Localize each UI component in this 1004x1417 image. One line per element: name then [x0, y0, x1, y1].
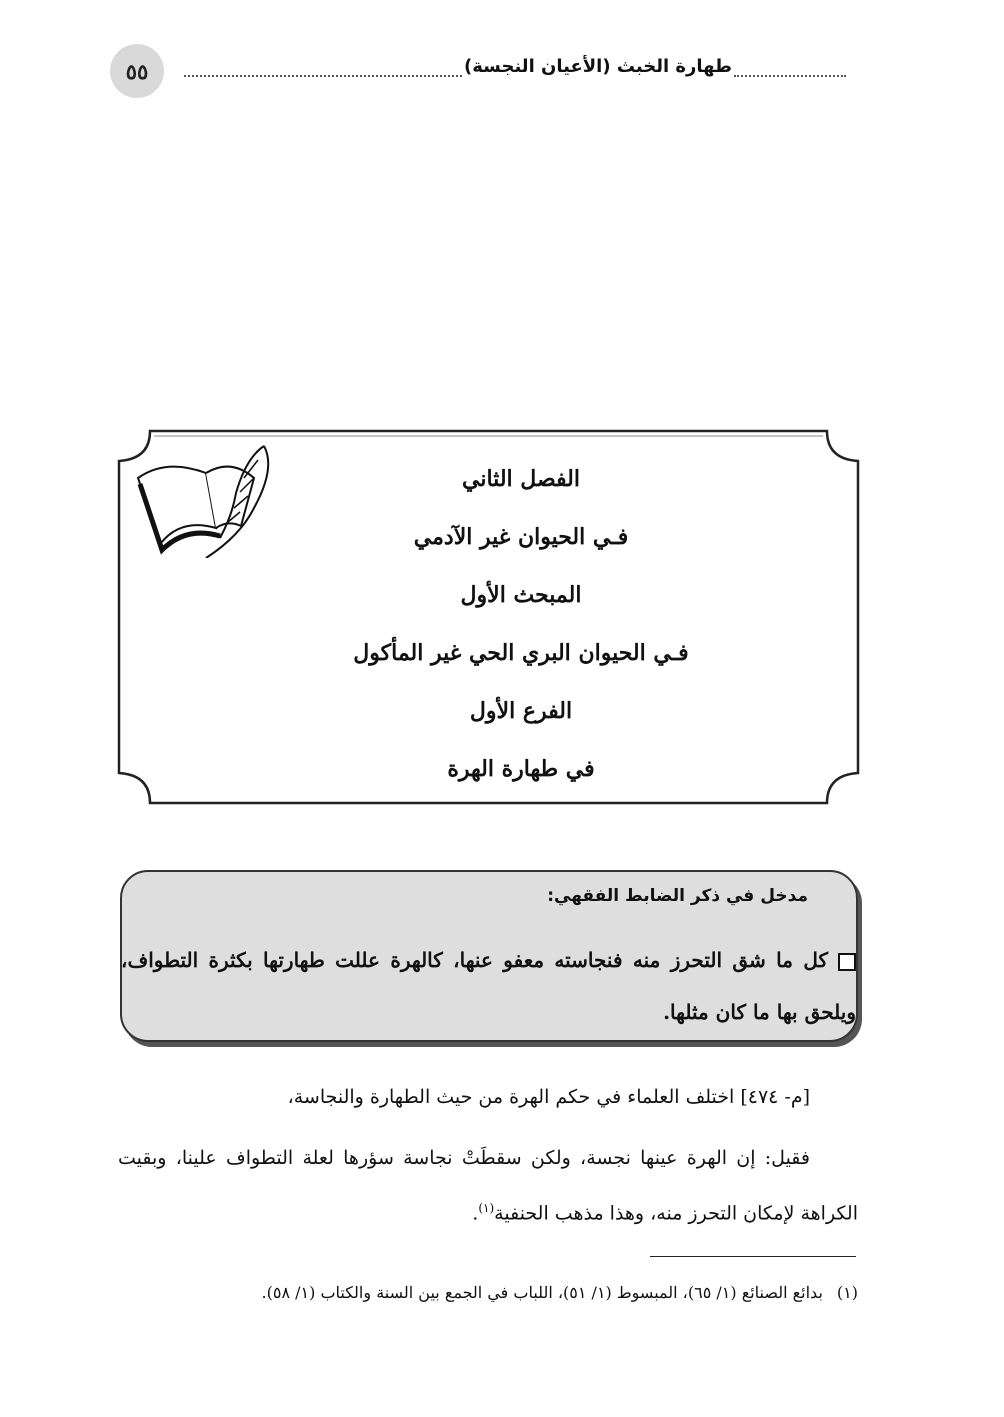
jurisprudence-rule-box — [120, 870, 858, 1042]
chapter-title-box — [116, 428, 861, 806]
footnote-separator — [650, 1256, 856, 1257]
branch-subtitle: في طهارة الهرة — [447, 756, 595, 782]
footnote-text: بدائع الصنائع (١/ ٦٥)، المبسوط (١/ ٥١)، اللباب في الجمع بين السنة والكتاب (١/ ٥٨). — [261, 1283, 823, 1302]
checkbox-icon — [838, 953, 856, 971]
section-subtitle: فـي الحيوان البري الحي غير المأكول — [353, 640, 689, 666]
chapter-subtitle: فـي الحيوان غير الآدمي — [413, 524, 629, 550]
page-number: ٥٥ — [110, 44, 164, 98]
paragraph-2-text: فقيل: إن الهرة عينها نجسة، ولكن سقطَتْ نجاسة سؤرها لعلة التطواف علينا، وبقيت الكراهة لإمكان التحرز منه، وهذا مذهب الحنفية — [118, 1147, 858, 1225]
book-and-quill-icon — [136, 438, 276, 558]
footnote-marker: (١) — [478, 1201, 495, 1215]
branch-title: الفرع الأول — [469, 698, 573, 724]
page-header — [110, 44, 850, 98]
rule-heading: مدخل في ذكر الضابط الفقهي: — [547, 886, 808, 906]
rule-text: كل ما شق التحرز منه فنجاسته معفو عنها، كالهرة عللت طهارتها بكثرة التطواف، ويلحق بها ما كان مثلها. — [121, 948, 856, 1024]
footnote — [120, 1278, 858, 1308]
section-title: المبحث الأول — [460, 582, 582, 608]
paragraph-2-end: . — [472, 1202, 479, 1225]
paragraph-1: [م- ٤٧٤] اختلف العلماء في حكم الهرة من حيث الطهارة والنجاسة، — [287, 1086, 810, 1108]
running-title: طهارة الخبث (الأعيان النجسة) — [464, 56, 732, 77]
footnote-number: (١) — [836, 1283, 858, 1302]
chapter-title: الفصل الثاني — [462, 466, 580, 492]
chapter-headings — [296, 450, 746, 798]
rule-text-block — [121, 934, 856, 1038]
header-leader-dots — [734, 75, 846, 77]
paragraph-2 — [118, 1133, 858, 1238]
header-leader-dots — [184, 75, 462, 77]
